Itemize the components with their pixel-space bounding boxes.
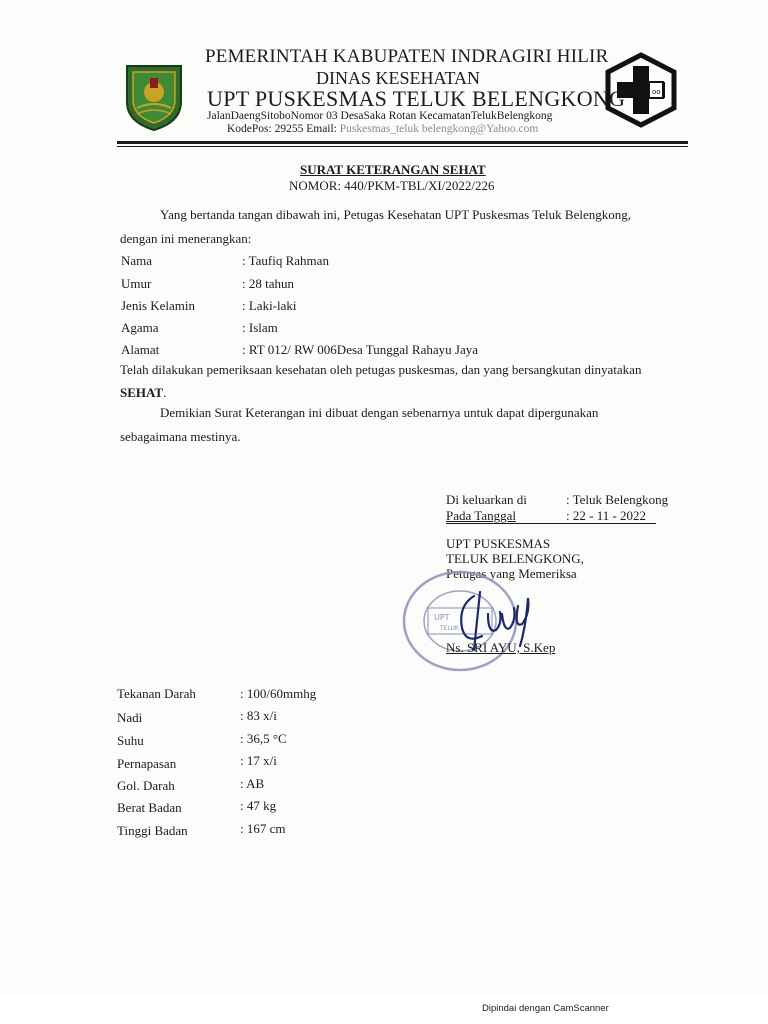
letter-title: SURAT KETERANGAN SEHAT <box>300 162 486 177</box>
field-value-religion: : Islam <box>242 320 278 335</box>
svg-text:UPT: UPT <box>434 613 450 622</box>
issue-date-value: : 22 - 11 - 2022 <box>566 508 647 523</box>
signer-role: Petugas yang Memeriksa <box>446 566 577 581</box>
vital-label: Nadi <box>117 710 143 725</box>
issue-date-label: Pada Tanggal <box>446 508 516 523</box>
header-address: JalanDaengSitoboNomor 03 DesaSaka Rotan KecamatanTelukBelengkong <box>207 110 553 122</box>
vital-label: Tekanan Darah <box>117 686 196 701</box>
scanner-watermark: Dipindai dengan CamScanner <box>482 1003 609 1014</box>
field-label: Nama <box>121 253 153 268</box>
field-label: Agama <box>121 320 159 335</box>
header-postal: KodePos: 29255 Email: Puskesmas_teluk belengkong@Yahoo.com <box>227 123 539 135</box>
header-divider-thick <box>117 141 688 144</box>
vital-value-weight: : 47 kg <box>240 798 277 813</box>
header-institution: UPT PUSKESMAS TELUK BELENGKONG <box>207 86 626 111</box>
svg-text:TELUK: TELUK <box>440 625 459 632</box>
issue-place-label: Di keluarkan di <box>446 492 527 507</box>
vital-label: Berat Badan <box>117 800 182 815</box>
field-label: Jenis Kelamin <box>121 298 196 313</box>
signer-org-line2: TELUK BELENGKONG, <box>446 551 584 566</box>
header-divider-thin <box>117 146 688 147</box>
health-status: SEHAT. <box>120 385 167 400</box>
field-value-age: : 28 tahun <box>242 276 294 291</box>
vital-value-height: : 167 cm <box>240 821 286 836</box>
header-department: DINAS KESEHATAN <box>316 68 481 88</box>
svg-text:oo: oo <box>652 88 661 96</box>
signer-org-line1: UPT PUSKESMAS <box>446 536 551 551</box>
issue-place-value: : Teluk Belengkong <box>566 492 669 507</box>
vital-label: Suhu <box>117 733 144 748</box>
vital-value-blood-type: : AB <box>240 776 265 791</box>
field-label: Alamat <box>121 342 160 357</box>
letter-number: NOMOR: 440/PKM-TBL/XI/2022/226 <box>289 178 495 193</box>
result-paragraph: Telah dilakukan pemeriksaan kesehatan oleh petugas puskesmas, dan yang bersangkutan dinyatakan <box>120 362 642 377</box>
date-underline <box>446 523 656 524</box>
vital-label: Tinggi Badan <box>117 823 188 838</box>
vital-value-blood-pressure: : 100/60mmhg <box>240 686 317 701</box>
vital-label: Gol. Darah <box>117 778 175 793</box>
closing-paragraph-cont: sebagaimana mestinya. <box>120 429 241 444</box>
closing-paragraph: Demikian Surat Keterangan ini dibuat dengan sebenarnya untuk dapat dipergunakan <box>160 405 599 420</box>
vital-value-temperature: : 36,5 °C <box>240 731 287 746</box>
field-label: Umur <box>121 276 152 291</box>
field-value-address: : RT 012/ RW 006Desa Tunggal Rahayu Jaya <box>242 342 478 357</box>
field-value-gender: : Laki-laki <box>242 298 297 313</box>
vital-value-pulse: : 83 x/i <box>240 708 277 723</box>
signer-name: Ns. SRI AYU, S.Kep <box>446 640 556 655</box>
intro-paragraph-cont: dengan ini menerangkan: <box>120 231 252 246</box>
field-value-name: : Taufiq Rahman <box>242 253 329 268</box>
vital-label: Pernapasan <box>117 756 177 771</box>
regency-crest-logo <box>123 62 185 132</box>
header-government: PEMERINTAH KABUPATEN INDRAGIRI HILIR <box>205 46 609 67</box>
intro-paragraph: Yang bertanda tangan dibawah ini, Petugas Kesehatan UPT Puskesmas Teluk Belengkong, <box>160 207 631 222</box>
header-email: Puskesmas_teluk belengkong@Yahoo.com <box>339 123 539 135</box>
vital-value-respiration: : 17 x/i <box>240 753 277 768</box>
